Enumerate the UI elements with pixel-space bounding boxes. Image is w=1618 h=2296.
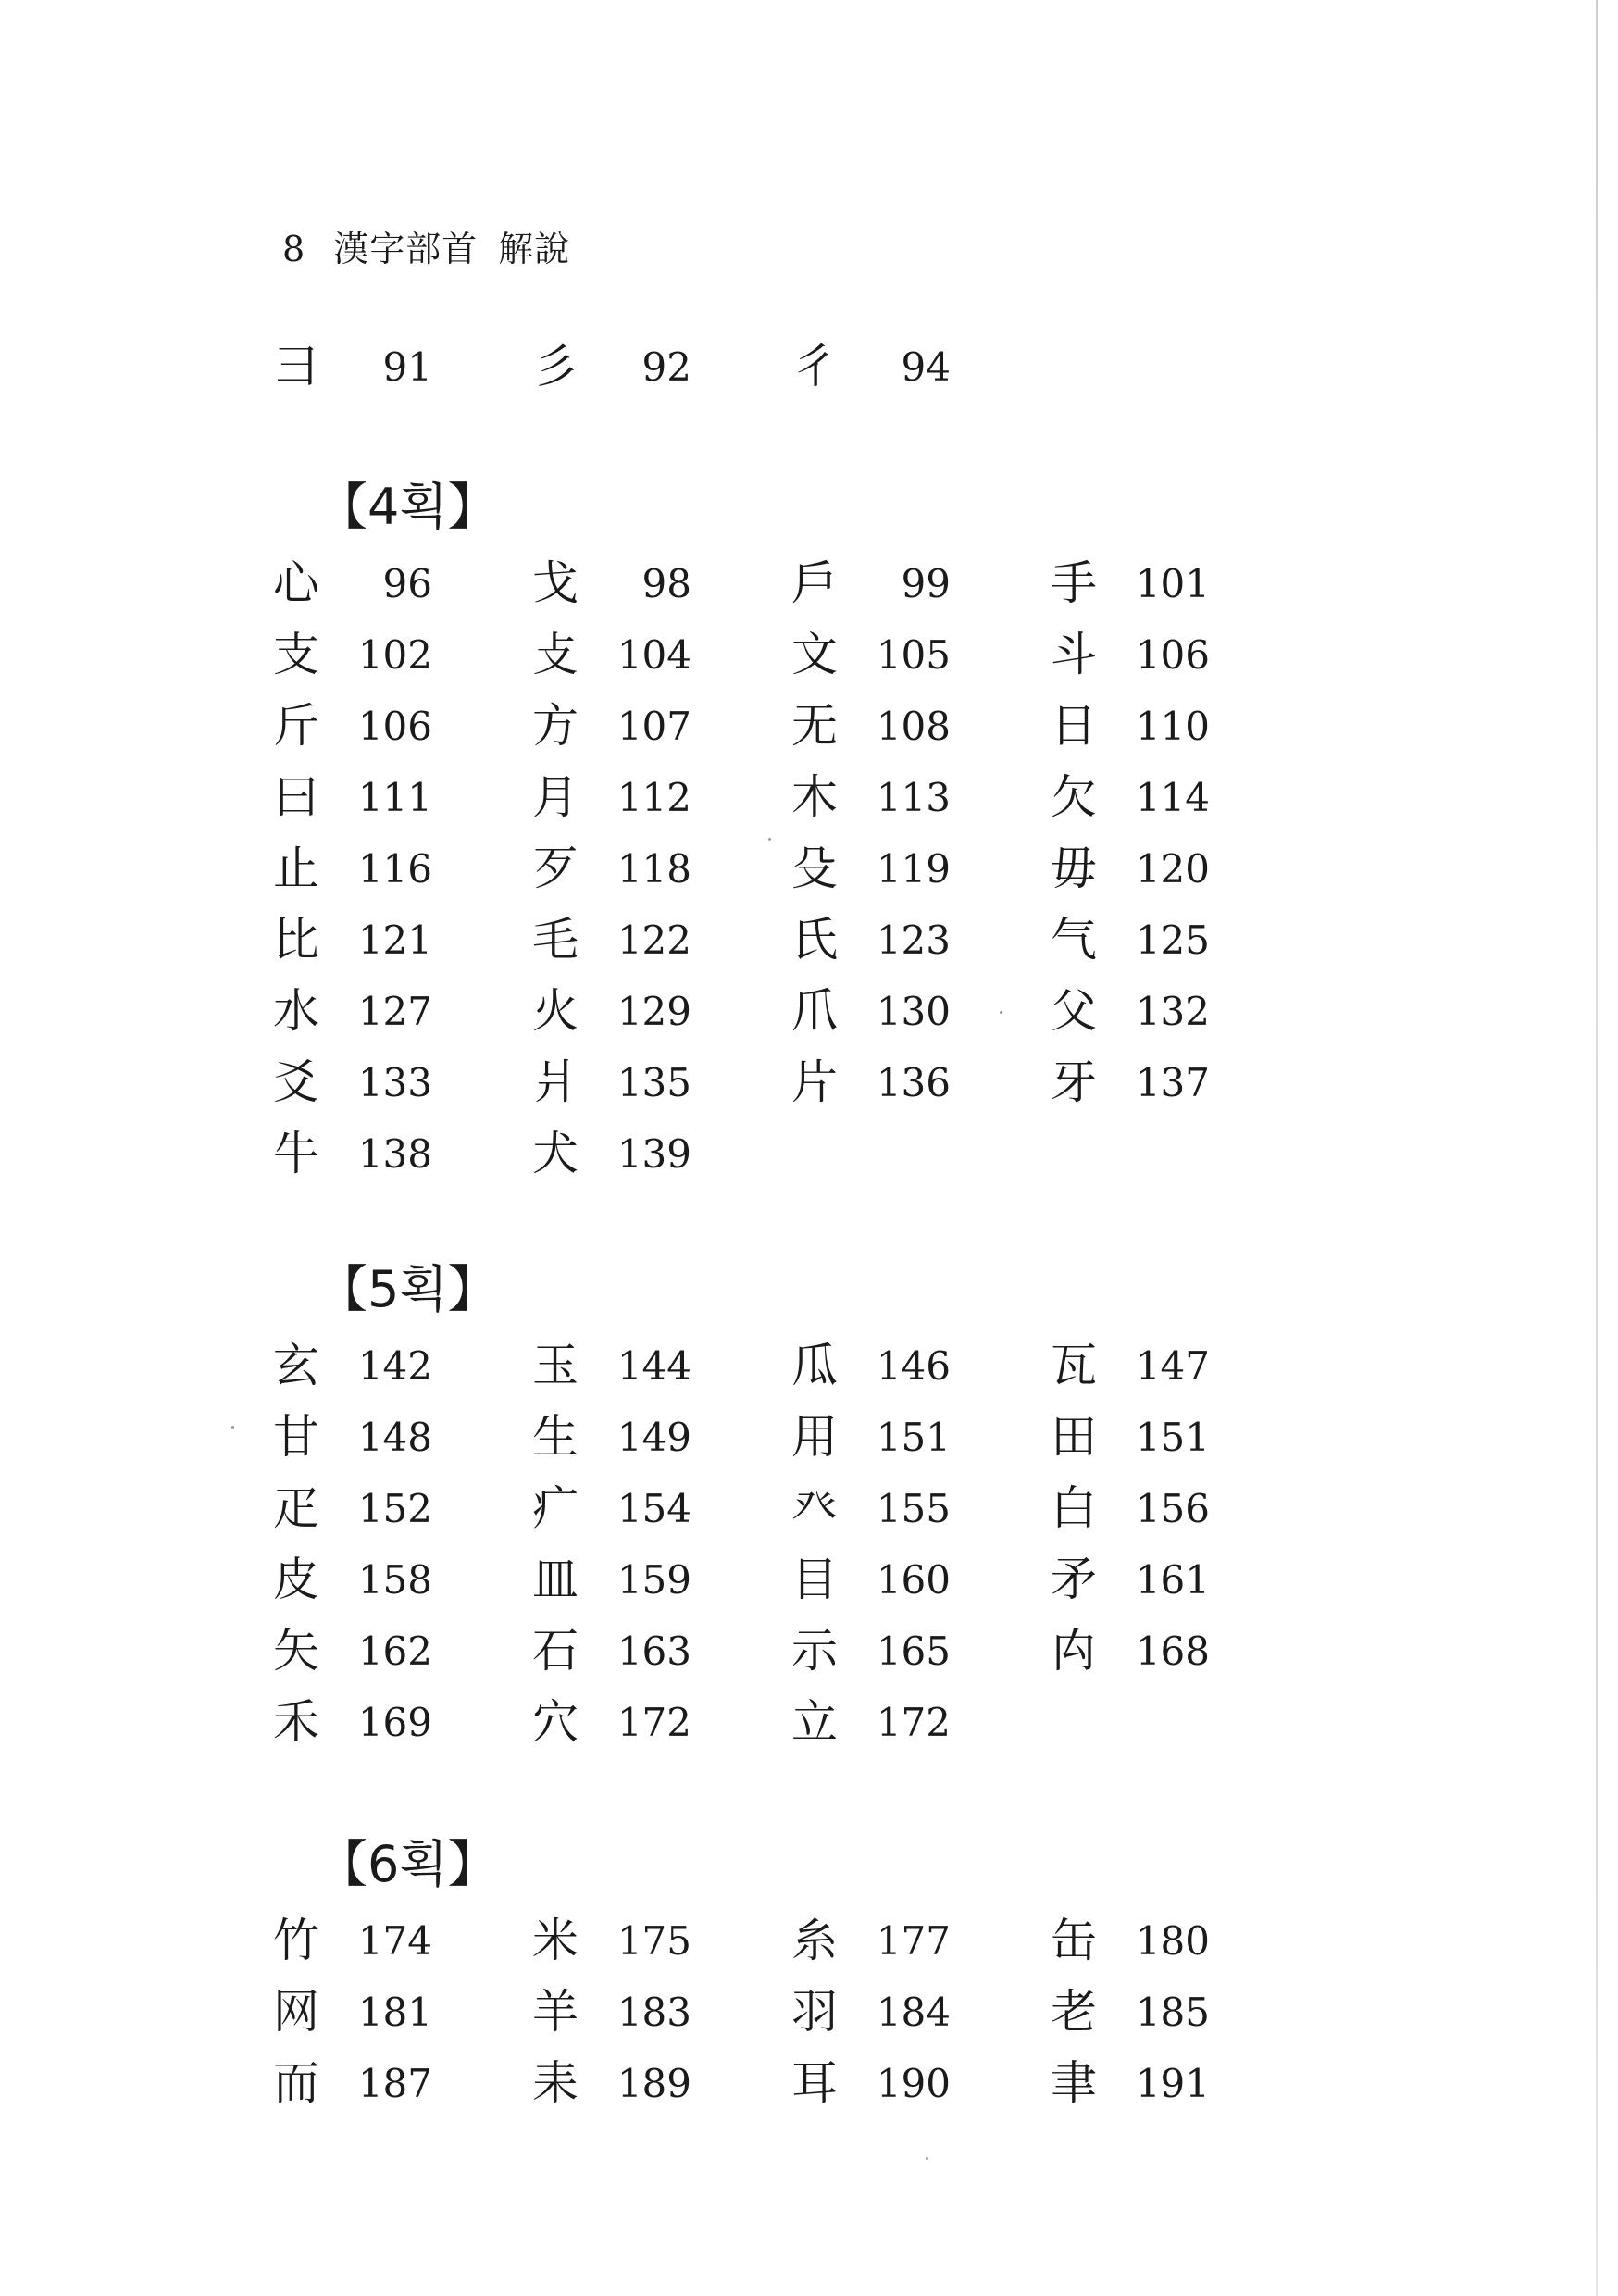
radical-page-number: 123 [876, 917, 951, 963]
radical-page-number: 112 [616, 775, 691, 820]
radical-entry [532, 1473, 791, 1544]
radical-character: 耒 [532, 2056, 579, 2110]
radical-page-number: 191 [1135, 2061, 1210, 2106]
radical-character: 爻 [273, 1055, 319, 1109]
radical-entry [1051, 1402, 1310, 1473]
radical-page-number: 177 [876, 1918, 951, 1964]
radical-character: 癶 [791, 1481, 838, 1535]
radical-character: 瓜 [791, 1339, 838, 1392]
radical-entry [1051, 762, 1310, 833]
radical-page-number: 165 [876, 1628, 951, 1674]
radical-page-number: 120 [1135, 846, 1210, 892]
radical-character: 用 [791, 1410, 838, 1464]
section-3-stroke-continued [273, 331, 1291, 403]
radical-page-number: 159 [616, 1557, 691, 1603]
paper-speck [1000, 1011, 1002, 1014]
radical-entry [273, 1118, 532, 1190]
radical-entry [791, 762, 1051, 833]
radical-character: 耳 [791, 2056, 838, 2110]
radical-character: 白 [1051, 1481, 1097, 1535]
radical-page-number: 183 [616, 1990, 691, 2035]
radical-page-number: 169 [357, 1700, 432, 1745]
radical-entry [791, 1977, 1051, 2048]
radical-character: 攴 [532, 628, 579, 681]
radical-character: 殳 [791, 842, 838, 895]
radical-page-number: 129 [616, 989, 691, 1034]
radical-character: 竹 [273, 1914, 319, 1967]
radical-page-number: 163 [616, 1628, 691, 1674]
radical-page-number: 110 [1135, 704, 1210, 749]
radical-entry [1051, 905, 1310, 976]
page-edge-shadow [1596, 0, 1598, 2296]
radical-character: 月 [532, 770, 579, 824]
radical-character: 心 [273, 556, 319, 610]
radical-character: 穴 [532, 1695, 579, 1749]
radical-character: 禸 [1051, 1624, 1097, 1678]
section-heading: 【5획】 [317, 1260, 498, 1318]
radical-entry [532, 1687, 791, 1758]
radical-page-number: 174 [357, 1918, 432, 1964]
radical-page-number: 125 [1135, 917, 1210, 963]
radical-entry [273, 691, 532, 762]
radical-entry [273, 833, 532, 905]
radical-page-number: 130 [876, 989, 951, 1034]
radical-page-number: 92 [641, 344, 691, 390]
radical-page-number: 185 [1135, 1990, 1210, 2035]
radical-page-number: 96 [382, 561, 432, 606]
radical-character: 止 [273, 842, 319, 895]
page-number: 8 [282, 229, 306, 269]
radical-character: 网 [273, 1985, 319, 2039]
radical-character: 无 [791, 699, 838, 753]
radical-entry [273, 762, 532, 833]
radical-entry [1051, 1905, 1310, 1977]
paper-speck [926, 2157, 928, 2160]
radical-character: 羽 [791, 1985, 838, 2039]
radical-character: 片 [791, 1055, 838, 1109]
radical-character: 疒 [532, 1481, 579, 1535]
radical-page-number: 138 [357, 1131, 432, 1177]
radical-entry [791, 905, 1051, 976]
radical-character: 水 [273, 984, 319, 1038]
section-4-stroke [273, 472, 1291, 1190]
radical-entry [791, 691, 1051, 762]
radical-page-number: 168 [1135, 1628, 1210, 1674]
radical-page-number: 161 [1135, 1557, 1210, 1603]
radical-entry [532, 1616, 791, 1687]
radical-entry [273, 1473, 532, 1544]
radical-page-number: 114 [1135, 775, 1210, 820]
radical-page-number: 146 [876, 1343, 951, 1389]
radical-entry [273, 1905, 532, 1977]
paper-speck [768, 838, 771, 841]
radical-entry [273, 1616, 532, 1687]
radical-entry [791, 2048, 1051, 2119]
radical-entry [532, 1047, 791, 1118]
radical-character: 毋 [1051, 842, 1097, 895]
radical-character: 米 [532, 1914, 579, 1967]
radical-entry [532, 1402, 791, 1473]
radical-page-number: 154 [616, 1486, 691, 1531]
radical-page-number: 158 [357, 1557, 432, 1603]
radical-entry [1051, 1616, 1310, 1687]
radical-page-number: 106 [1135, 632, 1210, 678]
radical-character: 缶 [1051, 1914, 1097, 1967]
radical-character: 目 [791, 1553, 838, 1606]
radical-page-number: 181 [357, 1990, 432, 2035]
radical-entry [273, 905, 532, 976]
radical-character: 瓦 [1051, 1339, 1097, 1392]
radical-entry [1051, 691, 1310, 762]
radical-entry [791, 833, 1051, 905]
radical-page-number: 118 [616, 846, 691, 892]
radical-page-number: 184 [876, 1990, 951, 2035]
radical-entry [532, 1544, 791, 1616]
radical-page-number: 156 [1135, 1486, 1210, 1531]
radical-page-number: 151 [876, 1415, 951, 1460]
section-5-stroke [273, 1254, 1291, 1758]
radical-page-number: 106 [357, 704, 432, 749]
radical-page-number: 190 [876, 2061, 951, 2106]
radical-entry [1051, 1330, 1310, 1402]
running-header [282, 220, 570, 271]
radical-character: 老 [1051, 1985, 1097, 2039]
radical-entry [273, 548, 532, 619]
radical-character: 糸 [791, 1914, 838, 1967]
radical-entry [532, 1330, 791, 1402]
radical-entry [532, 548, 791, 619]
radical-entry [532, 762, 791, 833]
radical-entry [791, 1905, 1051, 1977]
radical-character: 聿 [1051, 2056, 1097, 2110]
radical-character: 气 [1051, 913, 1097, 967]
header-title-left: 漢字部首 [333, 229, 479, 269]
radical-page-number: 111 [357, 775, 432, 820]
radical-page-number: 98 [641, 561, 691, 606]
radical-page-number: 113 [876, 775, 951, 820]
radical-entry [273, 1402, 532, 1473]
radical-character: 示 [791, 1624, 838, 1678]
radical-character: 文 [791, 628, 838, 681]
radical-page-number: 172 [616, 1700, 691, 1745]
radical-entry [791, 548, 1051, 619]
radical-character: 彳 [791, 340, 838, 393]
radical-entry [532, 691, 791, 762]
radical-entry [273, 1330, 532, 1402]
paper-speck [231, 1426, 234, 1429]
radical-character: 甘 [273, 1410, 319, 1464]
radical-entry [273, 2048, 532, 2119]
radical-page-number: 172 [876, 1700, 951, 1745]
radical-page-number: 102 [357, 632, 432, 678]
radical-character: 火 [532, 984, 579, 1038]
radical-character: 日 [1051, 699, 1097, 753]
radical-character: 玉 [532, 1339, 579, 1392]
radical-page-number: 136 [876, 1060, 951, 1105]
section-6-stroke [273, 1829, 1291, 2119]
radical-character: 比 [273, 913, 319, 967]
radical-entry [273, 619, 532, 691]
radical-character: 牛 [273, 1127, 319, 1180]
radical-page-number: 116 [357, 846, 432, 892]
radical-grid [273, 1905, 1291, 2119]
radical-page-number: 180 [1135, 1918, 1210, 1964]
radical-character: 田 [1051, 1410, 1097, 1464]
radical-character: 皮 [273, 1553, 319, 1606]
radical-grid [273, 331, 1291, 403]
radical-page-number: 187 [357, 2061, 432, 2106]
radical-character: 爪 [791, 984, 838, 1038]
radical-page-number: 147 [1135, 1343, 1210, 1389]
radical-entry [791, 1616, 1051, 1687]
radical-page-number: 133 [357, 1060, 432, 1105]
radical-entry [273, 1544, 532, 1616]
radical-page-number: 108 [876, 704, 951, 749]
radical-entry [1051, 1047, 1310, 1118]
radical-entry [791, 1473, 1051, 1544]
radical-character: 犬 [532, 1127, 579, 1180]
radical-entry [1051, 976, 1310, 1047]
radical-page-number: 137 [1135, 1060, 1210, 1105]
radical-page-number: 119 [876, 846, 951, 892]
radical-entry [273, 1687, 532, 1758]
radical-page-number: 101 [1135, 561, 1210, 606]
radical-page-number: 151 [1135, 1415, 1210, 1460]
radical-entry [1051, 619, 1310, 691]
radical-entry [532, 619, 791, 691]
radical-page-number: 155 [876, 1486, 951, 1531]
radical-character: 歹 [532, 842, 579, 895]
radical-character: 方 [532, 699, 579, 753]
radical-page-number: 127 [357, 989, 432, 1034]
radical-entry [791, 1047, 1051, 1118]
radical-character: 支 [273, 628, 319, 681]
radical-character: 皿 [532, 1553, 579, 1606]
radical-entry [532, 2048, 791, 2119]
radical-entry [1051, 2048, 1310, 2119]
radical-grid [273, 1330, 1291, 1758]
radical-entry [532, 1905, 791, 1977]
radical-page-number: 104 [616, 632, 691, 678]
section-heading: 【4획】 [317, 478, 498, 536]
radical-entry [273, 331, 532, 403]
radical-character: 斗 [1051, 628, 1097, 681]
radical-character: 羊 [532, 1985, 579, 2039]
radical-page-number: 94 [901, 344, 951, 390]
radical-character: 生 [532, 1410, 579, 1464]
radical-entry [532, 976, 791, 1047]
radical-character: 爿 [532, 1055, 579, 1109]
radical-page-number: 132 [1135, 989, 1210, 1034]
radical-character: 戶 [791, 556, 838, 610]
radical-entry [791, 1544, 1051, 1616]
radical-entry [791, 1330, 1051, 1402]
radical-entry [791, 1687, 1051, 1758]
radical-entry [791, 976, 1051, 1047]
radical-entry [532, 1118, 791, 1190]
radical-entry [273, 976, 532, 1047]
radical-page-number: 135 [616, 1060, 691, 1105]
radical-page-number: 148 [357, 1415, 432, 1460]
radical-page-number: 105 [876, 632, 951, 678]
radical-character: 手 [1051, 556, 1097, 610]
radical-character: 欠 [1051, 770, 1097, 824]
radical-character: 牙 [1051, 1055, 1097, 1109]
header-title-right: 解說 [498, 229, 571, 269]
radical-character: 禾 [273, 1695, 319, 1749]
radical-entry [273, 1977, 532, 2048]
radical-character: 立 [791, 1695, 838, 1749]
radical-entry [532, 833, 791, 905]
radical-entry [532, 1977, 791, 2048]
radical-entry [532, 905, 791, 976]
radical-page-number: 152 [357, 1486, 432, 1531]
radical-entry [1051, 1544, 1310, 1616]
radical-character: 斤 [273, 699, 319, 753]
radical-page-number: 139 [616, 1131, 691, 1177]
radical-character: 玄 [273, 1339, 319, 1392]
radical-character: 父 [1051, 984, 1097, 1038]
section-heading: 【6획】 [317, 1835, 498, 1893]
radical-page-number: 175 [616, 1918, 691, 1964]
radical-entry [1051, 833, 1310, 905]
radical-page-number: 91 [382, 344, 432, 390]
radical-character: 氏 [791, 913, 838, 967]
radical-character: 石 [532, 1624, 579, 1678]
radical-page-number: 162 [357, 1628, 432, 1674]
radical-entry [791, 331, 1051, 403]
radical-character: 彐 [273, 340, 319, 393]
radical-page-number: 122 [616, 917, 691, 963]
radical-character: 木 [791, 770, 838, 824]
radical-entry [1051, 1473, 1310, 1544]
radical-entry [1051, 548, 1310, 619]
radical-character: 毛 [532, 913, 579, 967]
radical-page-number: 144 [616, 1343, 691, 1389]
radical-page-number: 107 [616, 704, 691, 749]
radical-entry [532, 331, 791, 403]
radical-page-number: 142 [357, 1343, 432, 1389]
radical-page-number: 189 [616, 2061, 691, 2106]
radical-character: 矢 [273, 1624, 319, 1678]
radical-character: 矛 [1051, 1553, 1097, 1606]
radical-character: 而 [273, 2056, 319, 2110]
radical-character: 戈 [532, 556, 579, 610]
radical-entry [273, 1047, 532, 1118]
radical-entry [1051, 1977, 1310, 2048]
radical-page-number: 149 [616, 1415, 691, 1460]
radical-grid [273, 548, 1291, 1190]
radical-page-number: 99 [901, 561, 951, 606]
radical-character: 彡 [532, 340, 579, 393]
radical-entry [791, 1402, 1051, 1473]
radical-character: 曰 [273, 770, 319, 824]
radical-character: 疋 [273, 1481, 319, 1535]
radical-page-number: 121 [357, 917, 432, 963]
radical-entry [791, 619, 1051, 691]
radical-page-number: 160 [876, 1557, 951, 1603]
